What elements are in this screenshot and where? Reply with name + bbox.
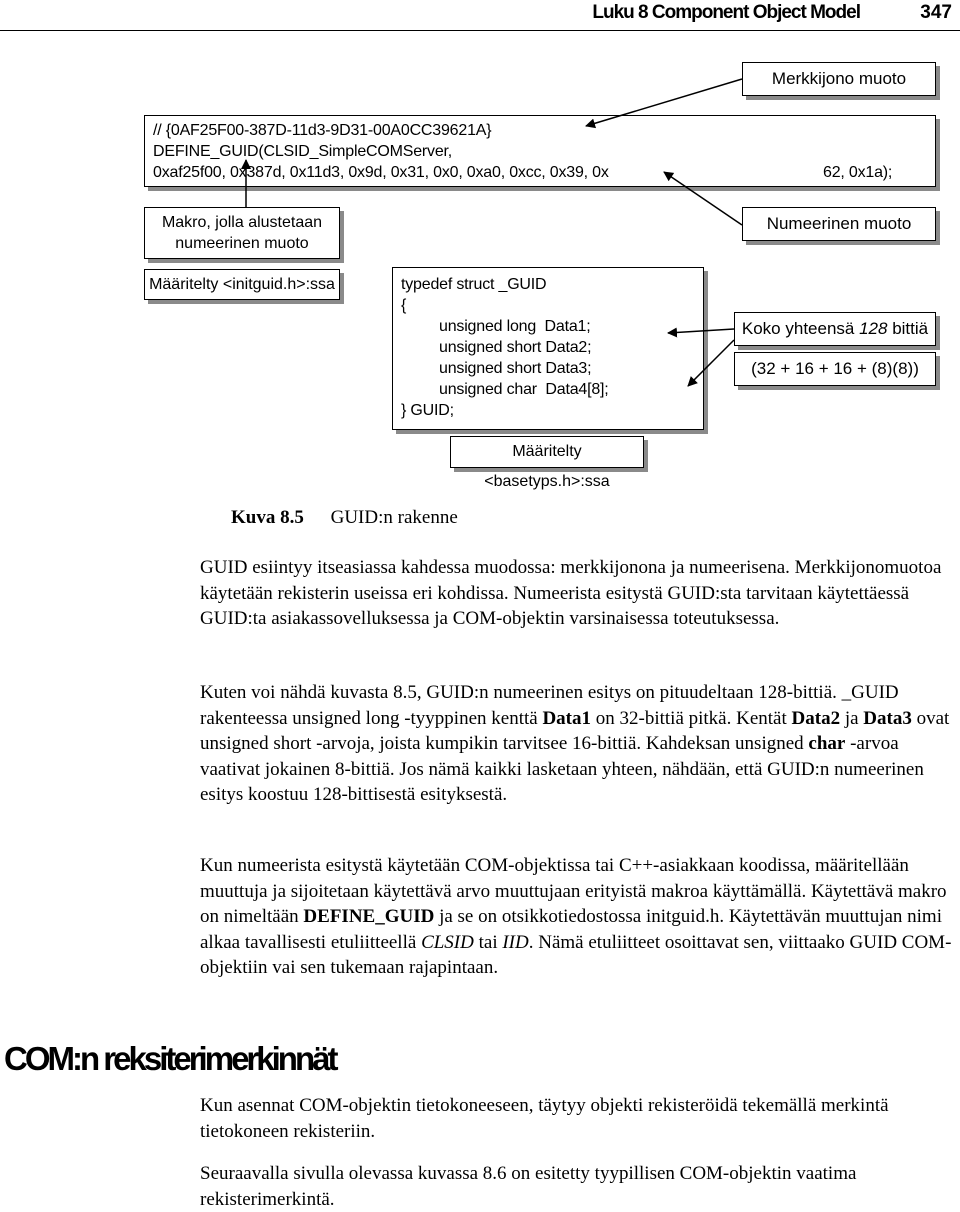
label-macro-line2: numeerinen muoto	[175, 235, 309, 252]
figure-caption	[231, 507, 458, 529]
paragraph-define-guid	[200, 853, 952, 981]
struct-line-data3: unsigned short Data3;	[439, 360, 592, 377]
paragraph-registry-intro-text: Kun asennat COM-objektin tietokoneeseen, täytyy objekti rekisteröidä tekemällä merkintä tietokoneen rekisteriin.	[200, 1095, 889, 1142]
struct-line-close: } GUID;	[401, 402, 454, 419]
struct-line-open-brace: {	[401, 297, 407, 314]
term-define-guid: DEFINE_GUID	[303, 906, 435, 927]
term-clsid: CLSID	[421, 931, 474, 953]
paragraph-define-guid-text: Kun numeerista esitystä käytetään COM-objektissa tai C++-asiakkaan koodissa, määritellään muuttuja ja sijoitetaan käytettävä arvo muuttujaan erityistä makroa käyttämällä. Käytettävä makro on nimeltään DEFINE_GUID ja se on otsikkotiedostossa initguid.h. Käytettävän muuttujan nimi alkaa tavallisesti etuliitteellä CLSID tai IID. Nämä etuliitteet osoittavat sen, viittaako GUID COM-objektiin vai sen tukemaan rajapintaan.	[200, 855, 952, 978]
struct-line-data4: unsigned char Data4[8];	[439, 381, 609, 398]
section-heading: COM:n reksiterimerkinnät	[4, 1040, 336, 1077]
define-guid-line: DEFINE_GUID(CLSID_SimpleCOMServer,	[153, 143, 453, 160]
guid-numeric-values: 0xaf25f00, 0x387d, 0x11d3, 0x9d, 0x31, 0x0, 0xa0, 0xcc, 0x39, 0x	[153, 164, 609, 181]
struct-line-data2: unsigned short Data2;	[439, 339, 592, 356]
caption-text: GUID:n rakenne	[330, 507, 458, 528]
term-iid: IID	[502, 931, 529, 953]
label-total-suffix: bittiä	[887, 319, 929, 338]
arrow-string-form	[586, 79, 742, 126]
label-total-bits-number: 128	[859, 319, 888, 338]
arrow-total-bits	[668, 329, 734, 333]
term-char: char	[808, 733, 846, 754]
paragraph-registry-next	[200, 1161, 952, 1212]
term-data1: Data1	[542, 707, 591, 729]
running-header-chapter: Luku 8 Component Object Model	[592, 2, 860, 23]
arrow-formula	[688, 340, 734, 386]
term-data3: Data3	[863, 707, 912, 729]
paragraph-guid-bits-text: Kuten voi nähdä kuvasta 8.5, GUID:n numeerinen esitys on pituudeltaan 128-bittiä. _GUID rakenteessa unsigned long -tyyppinen kenttä Data1 on 32-bittiä pitkä. Kentät Data2 ja Data3 ovat unsigned short -arvoja, joista kumpikin tarvitsee 16-bittiä. Kahdeksan unsigned char -arvoa vaativat jokainen 8-bittiä. Jos nämä kaikki lasketaan yhteen, nähdään, että GUID:n numeerinen esitys koostuu 128-bittisestä esityksestä.	[200, 682, 950, 805]
paragraph-guid-forms	[200, 555, 952, 632]
guid-numeric-values-end: 62, 0x1a);	[823, 164, 893, 181]
arrow-numeric-form	[664, 172, 742, 225]
guid-string-comment: // {0AF25F00-387D-11d3-9D31-00A0CC39621A}	[153, 122, 492, 139]
term-data2: Data2	[791, 707, 841, 729]
figure-arrows	[0, 0, 960, 520]
paragraph-registry-next-text: Seuraavalla sivulla olevassa kuvassa 8.6 on esitetty tyypillisen COM-objektin vaatima rekisterimerkintä.	[200, 1163, 857, 1210]
label-string-form-text: Merkkijono muoto	[771, 69, 907, 88]
struct-line-data1: unsigned long Data1;	[439, 318, 591, 335]
paragraph-registry-intro	[200, 1093, 952, 1144]
label-total-prefix: Koko yhteensä	[741, 319, 860, 338]
page-number: 347	[920, 2, 952, 23]
paragraph-guid-forms-text: GUID esiintyy itseasiassa kahdessa muodossa: merkkijonona ja numeerisena. Merkkijonomuotoa käytetään rekisterin useissa eri kohdissa. Numeerista esitystä GUID:sta tarvitaan käytettäessä GUID:ta asiakassovelluksessa ja COM-objektin varsinaisessa toteutuksessa.	[200, 557, 942, 629]
caption-number: Kuva 8.5	[231, 507, 304, 528]
label-numeric-form-text: Numeerinen muoto	[766, 214, 912, 233]
label-formula-text: (32 + 16 + 16 + (8)(8))	[751, 359, 919, 378]
label-initguid-text: Määritelty <initguid.h>:ssa	[149, 276, 335, 293]
label-basetyps-text: Määritelty <basetyps.h>:ssa	[484, 443, 610, 490]
label-macro-line1: Makro, jolla alustetaan	[161, 214, 323, 231]
paragraph-guid-bits	[200, 680, 952, 808]
struct-line-typedef: typedef struct _GUID	[401, 276, 547, 293]
